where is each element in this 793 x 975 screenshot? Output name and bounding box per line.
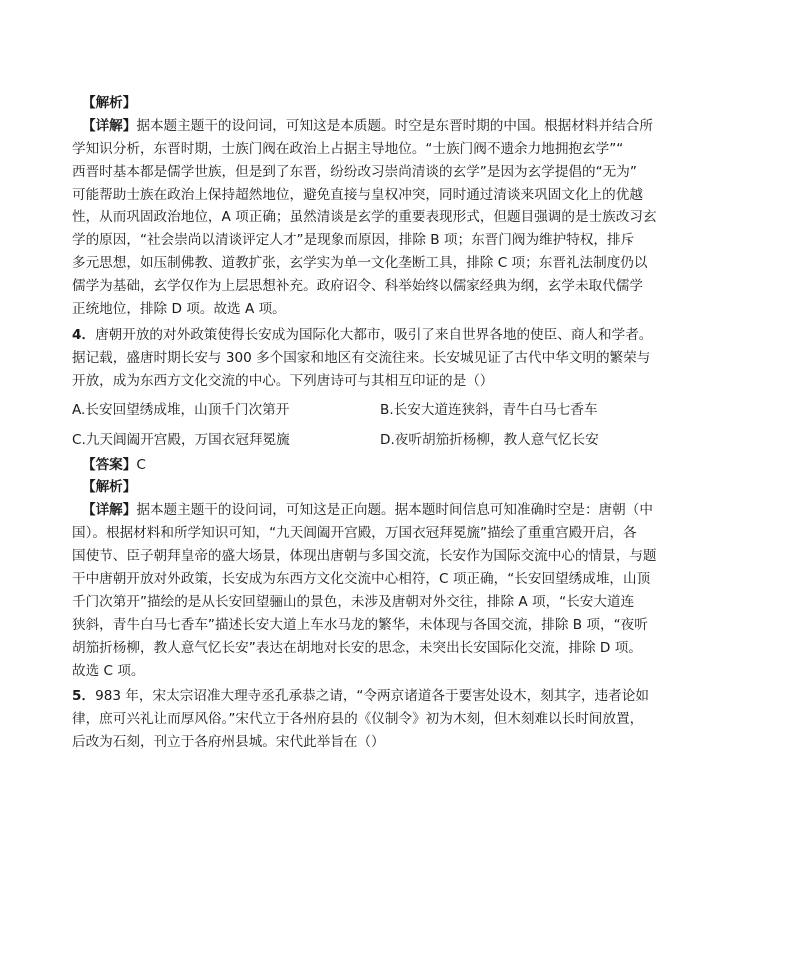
question-5-line: 律，庶可兴礼让而厚风俗。”宋代立于各州府县的《仪制令》初为木刻，但木刻难以长时间放置，	[72, 711, 644, 728]
answer-line	[72, 454, 692, 477]
answer-label: 【答案】	[82, 456, 137, 473]
options-row	[72, 423, 692, 454]
detail-paragraph-line: 狭斜，青牛白马七香车”描述长安大道上车水马龙的繁华，未体现与各国交流，排除 B 项，“夜听	[72, 616, 648, 633]
analysis-label: 【解析】	[82, 95, 137, 111]
option-c: C.九天阊阖开宫殿，万国衣冠拜冕旒	[72, 432, 290, 449]
detail-paragraph-line: 可能帮助士族在政治上保持超然地位，避免直接与皇权冲突，同时通过清谈来巩固文化上的优越	[72, 186, 643, 203]
option-a: A.长安回望绣成堆，山顶千门次第开	[72, 401, 290, 418]
detail-paragraph-line: 儒学为基础，玄学仅作为上层思想补充。政府诏令、科举始终以儒家经典为纲，玄学未取代儒学	[72, 278, 643, 295]
detail-paragraph-line: 故选 C 项。	[72, 662, 145, 679]
options-row	[72, 393, 692, 424]
detail-label: 【详解】	[82, 502, 137, 519]
detail-paragraph-line: 胡笳折杨柳，教人意气忆长安”表达在胡地对长安的思念，未突出长安国际化交流，排除 D 项。	[72, 639, 642, 656]
detail-label: 【详解】	[82, 117, 137, 134]
analysis-label: 【解析】	[82, 479, 137, 496]
question-4-line: 开放，成为东西方文化交流的中心。下列唐诗可与其相互印证的是（）	[72, 372, 494, 389]
question-4-line: 据记载，盛唐时期长安与 300 多个国家和地区有交流往来。长安城见证了古代中华文明的繁荣与	[72, 349, 651, 366]
option-b: B.长安大道连狭斜，青牛白马七香车	[380, 401, 598, 418]
detail-paragraph-line: 【详解】据本题主题干的设问词，可知这是本质题。时空是东晋时期的中国。根据材料并结合所	[82, 117, 653, 134]
detail-paragraph-line: 学的原因，“社会崇尚以清谈评定人才”是现象而原因，排除 B 项；东晋门阀为维护特权，排斥	[72, 232, 635, 249]
detail-paragraph-line: 正统地位，排除 D 项。故选 A 项。	[72, 301, 286, 318]
detail-paragraph-line: 干中唐朝开放对外政策，长安成为东西方文化交流中心相符，C 项正确，“长安回望绣成堆，山顶	[72, 571, 651, 588]
detail-paragraph-line: 国使节、臣子朝拜皇帝的盛大场景，体现出唐朝与多国交流，长安作为国际交流中心的情景，与题	[72, 548, 657, 565]
detail-paragraph-line: 学知识分析，东晋时期，士族门阀在政治上占据主导地位。“士族门阀不遗余力地拥抱玄学”“	[72, 140, 624, 157]
option-d: D.夜听胡笳折杨柳，教人意气忆长安	[380, 432, 599, 449]
question-number: 5．	[72, 688, 96, 705]
detail-paragraph-line: 千门次第开”描绘的是从长安回望骊山的景色，未涉及唐朝对外交往，排除 A 项，“长安大道连	[72, 593, 635, 610]
detail-paragraph-line: 多元思想，如压制佛教、道教扩张，玄学实为单一文化垄断工具，排除 C 项；东晋礼法制度仍以	[72, 255, 648, 272]
detail-paragraph-line: 西晋时基本都是儒学世族，但是到了东晋，纷纷改习崇尚清谈的玄学”是因为玄学提倡的“无为”	[72, 163, 637, 180]
detail-paragraph-line: 性，从而巩固政治地位，A 项正确；虽然清谈是玄学的重要表现形式，但题目强调的是士族改习玄	[72, 209, 657, 226]
detail-paragraph-line: 国）。根据材料和所学知识可知，“九天阊阖开宫殿，万国衣冠拜冕旒”描绘了重重宫殿开启，各	[72, 525, 637, 542]
detail-paragraph-line: 【详解】据本题主题干的设问词，可知这是正向题。据本题时间信息可知准确时空是：唐朝（中	[82, 502, 653, 519]
question-5-line: 后改为石刻，刊立于各府州县城。宋代此举旨在（）	[72, 734, 385, 751]
question-number: 4．	[72, 326, 96, 343]
question-5-line: 5．983 年，宋太宗诏准大理寺丞孔承恭之请，“令两京诸道各于要害处设木，刻其字，违者论如	[72, 688, 649, 705]
document-page	[72, 92, 692, 754]
question-4-line: 4．唐朝开放的对外政策使得长安成为国际化大都市，吸引了来自世界各地的使臣、商人和学者。	[72, 326, 653, 343]
answer-value: C	[136, 456, 146, 473]
